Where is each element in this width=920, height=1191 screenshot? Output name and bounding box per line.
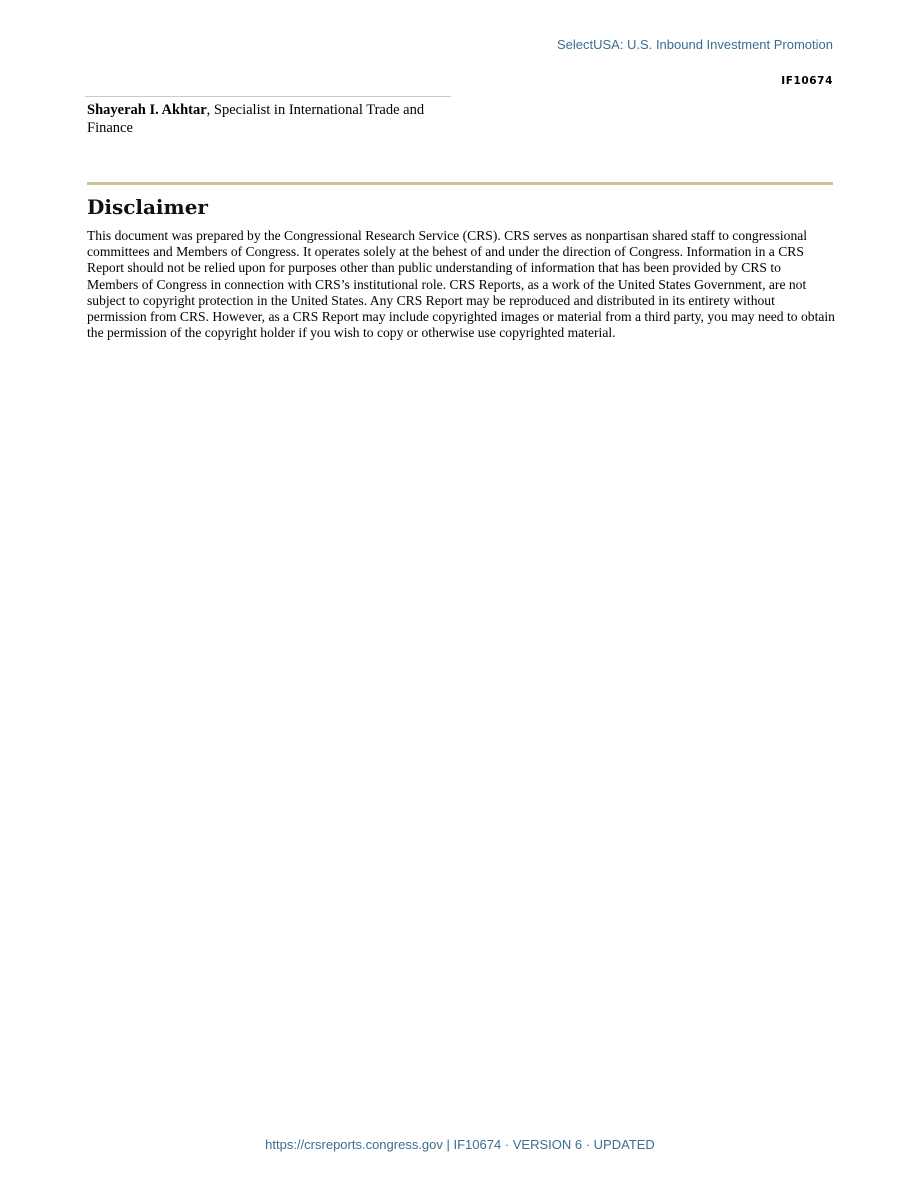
disclaimer-text: This document was prepared by the Congressional Research Service (CRS). CRS serves as nonpartisan shared staff to congressional committees and Members of Congress. It operates solely at the behest of and under the direction of Congress. Information in a CRS Report should not be relied upon for purposes other than public understanding of information that has been provided by CRS to Members of Congress in connection with CRS’s institutional role. CRS Reports, as a work of the United States Government, are not subject to copyright protection in the United States. Any CRS Report may be reproduced and distributed in its entirety without permission from CRS. However, as a CRS Report may include copyrighted images or material from a third party, you may need to obtain the permission of the copyright holder if you wish to copy or otherwise use copyrighted material. — [87, 228, 835, 341]
author-line — [87, 101, 457, 137]
footer-link[interactable]: https://crsreports.congress.gov | IF10674 · VERSION 6 · UPDATED — [265, 1137, 655, 1152]
author-name: Shayerah I. Akhtar — [87, 102, 207, 118]
author-role: , Specialist in International Trade and Finance — [87, 102, 425, 136]
running-title: SelectUSA: U.S. Inbound Investment Promotion — [556, 37, 833, 52]
author-divider — [85, 96, 451, 97]
section-divider — [87, 182, 833, 185]
disclaimer-heading: Disclaimer — [87, 195, 208, 219]
report-code: IF10674 — [781, 75, 833, 87]
